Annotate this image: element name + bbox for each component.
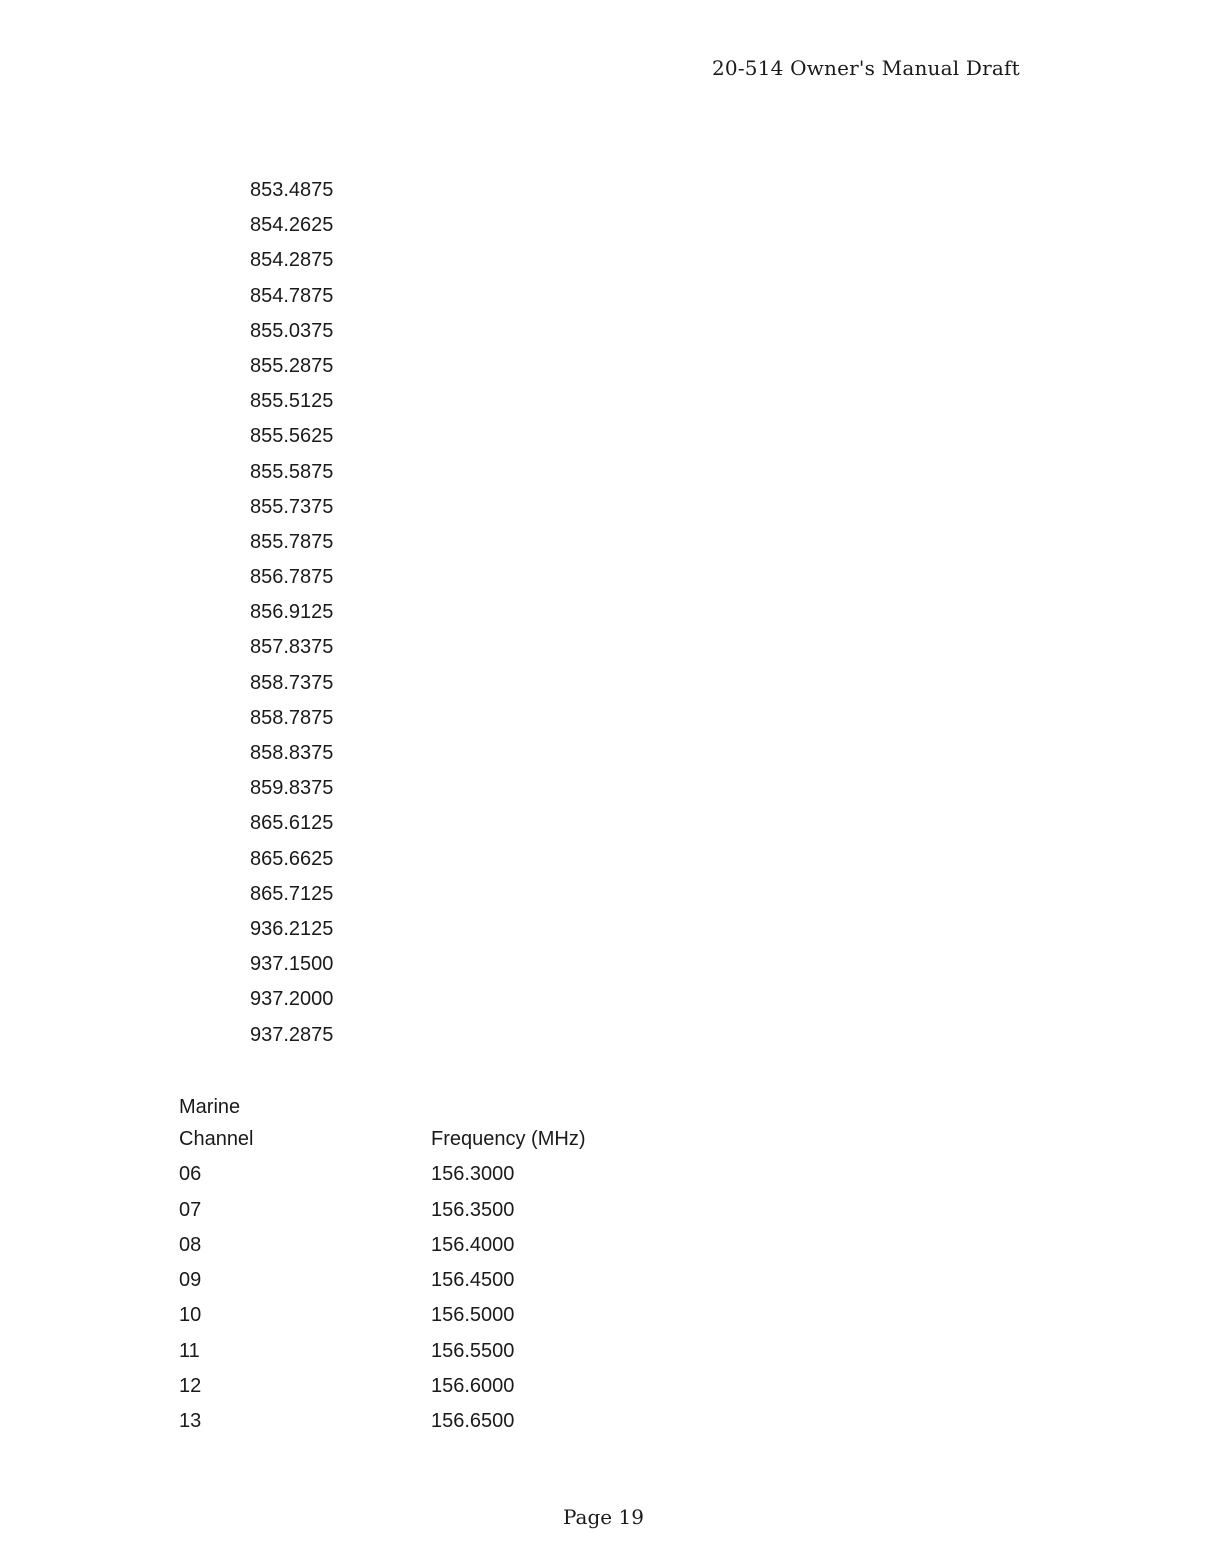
frequency-item: 854.7875 (250, 284, 334, 307)
channel-cell: 06 (179, 1163, 202, 1186)
frequency-item: 855.0375 (250, 319, 334, 342)
channel-cell: 11 (179, 1339, 200, 1362)
frequency-item: 855.5625 (250, 425, 334, 448)
frequency-item: 858.7875 (250, 706, 334, 729)
frequency-item: 855.2875 (250, 354, 334, 377)
frequency-item: 855.7875 (250, 530, 334, 553)
frequency-item: 865.7125 (250, 882, 334, 905)
channel-cell: 09 (179, 1269, 202, 1292)
table-row (179, 1269, 585, 1304)
channel-cell: 10 (179, 1304, 202, 1327)
table-header-row (179, 1128, 585, 1163)
page-number: Page 19 (563, 1505, 644, 1529)
marine-channel-table (179, 1128, 585, 1446)
frequency-cell: 156.3000 (431, 1163, 515, 1186)
frequency-item: 853.4875 (250, 179, 334, 201)
page-header-title: 20-514 Owner's Manual Draft (712, 56, 1020, 80)
frequency-item: 858.8375 (250, 742, 334, 764)
frequency-item: 865.6125 (250, 812, 334, 835)
channel-cell: 12 (179, 1375, 202, 1398)
frequency-cell: 156.3500 (431, 1198, 515, 1221)
channel-cell: 07 (179, 1198, 202, 1221)
frequency-column-header: Frequency (MHz) (431, 1128, 586, 1150)
frequency-item: 858.7375 (250, 671, 334, 694)
frequency-cell: 156.6000 (431, 1375, 515, 1398)
marine-section-title: Marine (179, 1096, 241, 1118)
frequency-item: 856.9125 (250, 601, 334, 624)
channel-cell: 13 (179, 1410, 202, 1433)
frequency-item: 854.2875 (250, 249, 334, 272)
frequency-cell: 156.4500 (431, 1269, 515, 1292)
frequency-cell: 156.4000 (431, 1233, 515, 1256)
frequency-list (250, 178, 333, 1058)
table-row (179, 1375, 585, 1410)
frequency-item: 855.7375 (250, 495, 334, 518)
frequency-item: 855.5875 (250, 460, 334, 483)
frequency-item: 857.8375 (250, 636, 334, 659)
frequency-item: 856.7875 (250, 566, 334, 589)
frequency-cell: 156.5500 (431, 1339, 515, 1362)
table-row (179, 1340, 585, 1375)
frequency-item: 936.2125 (250, 917, 334, 940)
table-row (179, 1304, 585, 1339)
frequency-cell: 156.6500 (431, 1410, 515, 1433)
frequency-cell: 156.5000 (431, 1304, 515, 1327)
frequency-item: 855.5125 (250, 390, 334, 413)
table-row (179, 1410, 585, 1445)
channel-cell: 08 (179, 1233, 202, 1256)
frequency-item: 859.8375 (250, 777, 334, 800)
table-row (179, 1199, 585, 1234)
frequency-item: 937.1500 (250, 953, 334, 976)
table-row (179, 1163, 585, 1198)
frequency-item: 937.2000 (250, 988, 334, 1011)
table-row (179, 1234, 585, 1269)
channel-column-header: Channel (179, 1128, 254, 1150)
frequency-item: 854.2625 (250, 214, 334, 237)
frequency-item: 937.2875 (250, 1023, 334, 1046)
frequency-item: 865.6625 (250, 847, 334, 870)
